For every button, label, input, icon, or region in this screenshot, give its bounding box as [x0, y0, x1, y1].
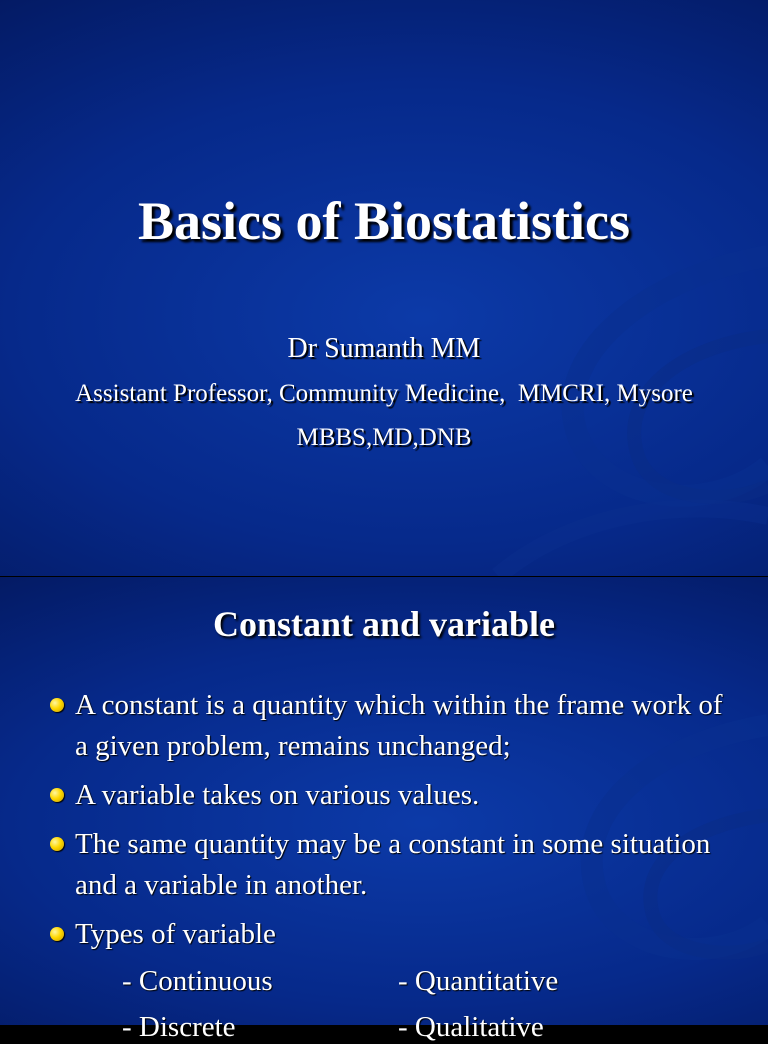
- bullet-text: Types of variable: [75, 918, 276, 950]
- bullet-dot-icon: [50, 788, 64, 802]
- slide-2-constant-and-variable: [0, 576, 768, 1043]
- bullet-dot-icon: [50, 698, 64, 712]
- variable-type-quantitative: - Quantitative: [398, 965, 559, 997]
- bullet-dot-icon: [50, 927, 64, 941]
- bullet-text: A constant is a quantity which within the frame work of a given problem, remains unchanged;: [75, 689, 723, 762]
- list-item: [44, 685, 734, 767]
- list-item: [44, 914, 734, 955]
- variable-type-discrete: - Discrete: [122, 1011, 236, 1043]
- slide-title: Constant and variable: [212, 604, 556, 644]
- author-role: Assistant Professor, Community Medicine, MMCRI, Mysore: [75, 380, 693, 407]
- author-degrees: MBBS,MD,DNB: [296, 424, 472, 451]
- variable-type-continuous: - Continuous: [122, 965, 273, 997]
- bullet-text: A variable takes on various values.: [75, 779, 480, 811]
- bullet-dot-icon: [50, 837, 64, 851]
- bullet-list: [44, 685, 734, 963]
- list-item: [44, 775, 734, 816]
- presentation-title: Basics of Biostatistics: [138, 191, 630, 251]
- variable-type-qualitative: - Qualitative: [398, 1011, 544, 1043]
- bullet-text: The same quantity may be a constant in some situation and a variable in another.: [75, 828, 711, 901]
- author-name: Dr Sumanth MM: [287, 333, 481, 364]
- list-item: [44, 824, 734, 906]
